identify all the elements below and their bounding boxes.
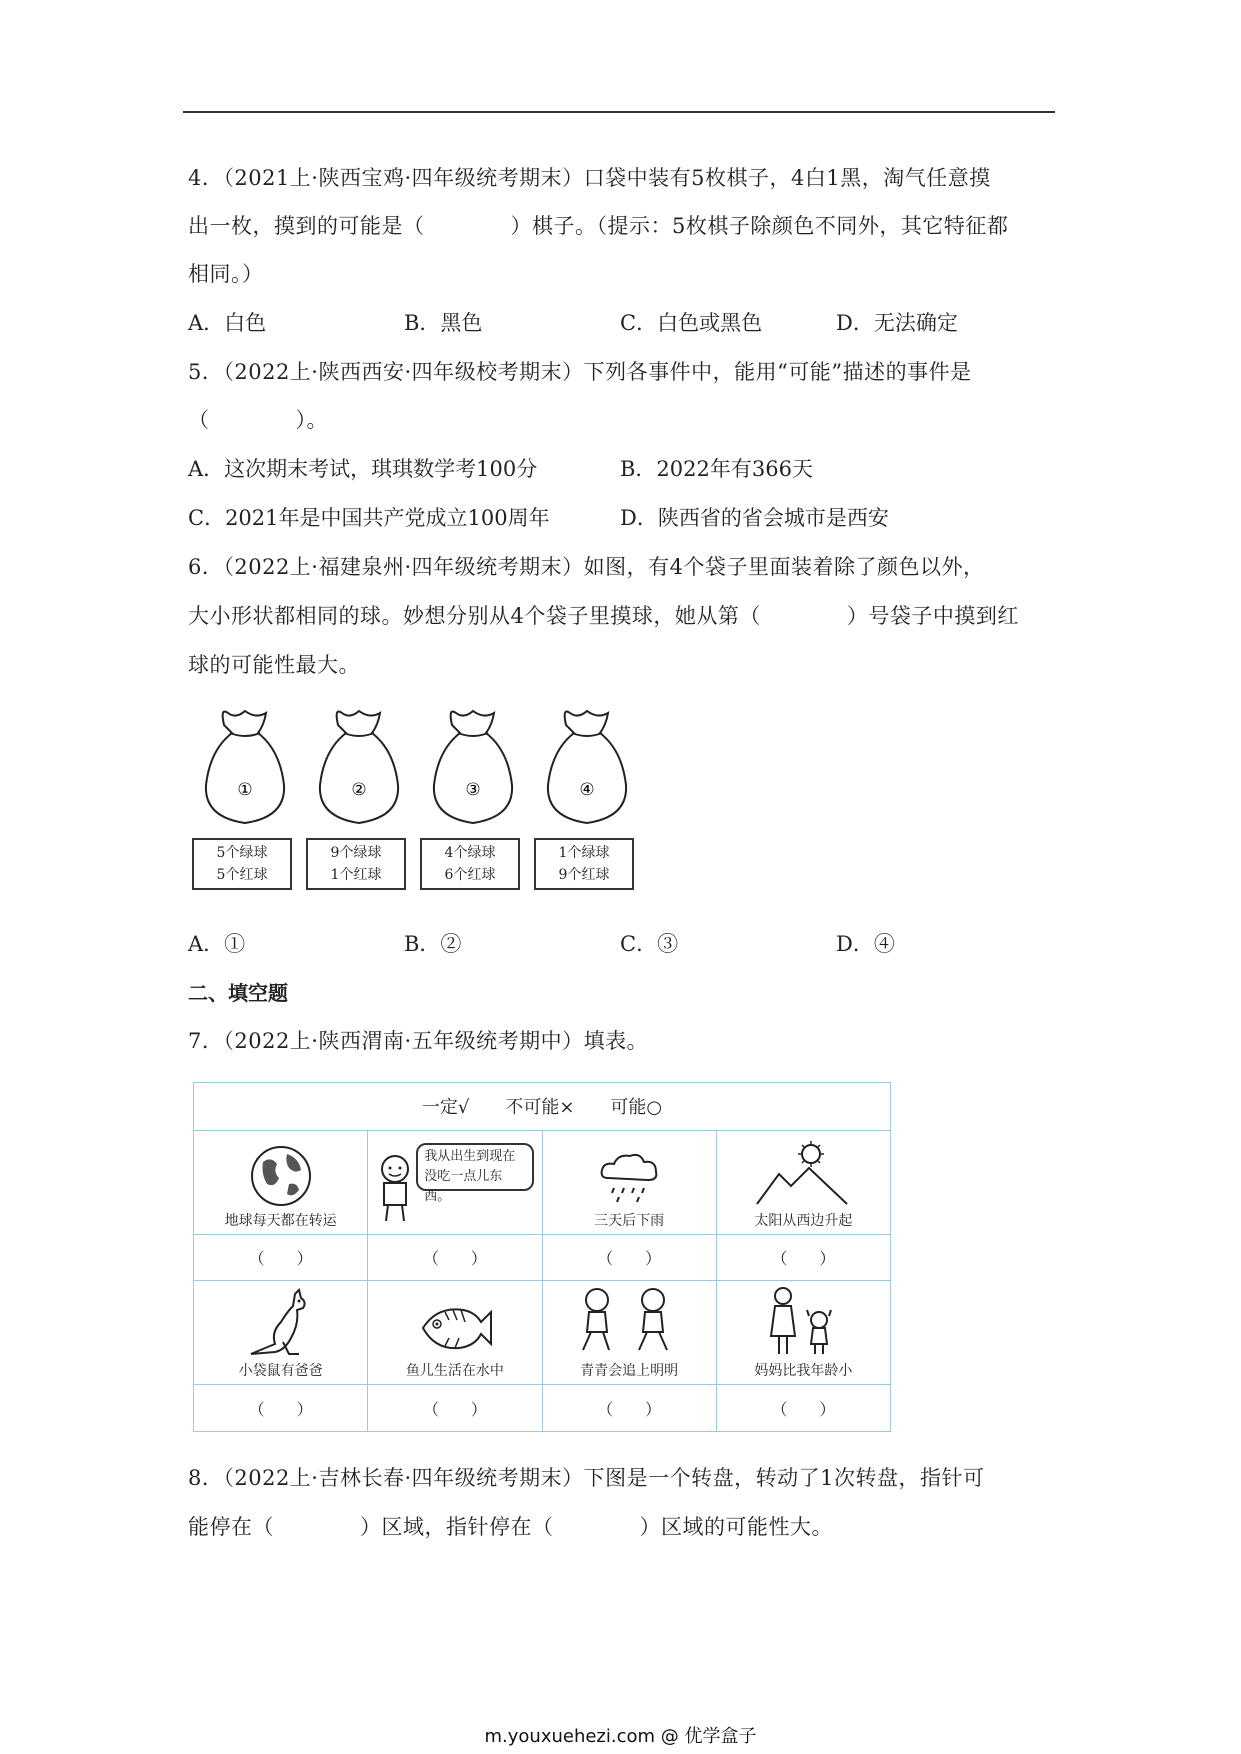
bag-4-green: 1个绿球 bbox=[558, 845, 610, 861]
q7-answer-6[interactable]: （ ） bbox=[368, 1385, 542, 1432]
bag-2-green: 9个绿球 bbox=[330, 845, 382, 861]
q7-cell-boy-speech bbox=[368, 1130, 542, 1234]
bag-4-icon bbox=[542, 705, 632, 830]
q4-line3: 相同。） bbox=[188, 262, 264, 286]
bag-3-green: 4个绿球 bbox=[444, 845, 496, 861]
speech-bubble: 我从出生到现在没吃一点儿东西。 bbox=[416, 1143, 534, 1191]
q7-cell-mother bbox=[716, 1281, 890, 1385]
bags-figure bbox=[190, 705, 650, 895]
q7-line1: 7．（2022上·陕西渭南·五年级统考期中）填表。 bbox=[188, 1029, 649, 1053]
bag-2-red: 1个红球 bbox=[330, 867, 382, 883]
q7-caption-2 bbox=[368, 1230, 541, 1234]
q7-answer-8[interactable]: （ ） bbox=[716, 1385, 890, 1432]
kangaroo-icon bbox=[241, 1288, 321, 1358]
q8-line1: 8．（2022上·吉林长春·四年级统考期末）下图是一个转盘，转动了1次转盘，指针可 bbox=[188, 1466, 985, 1490]
q7-caption-8: 妈妈比我年龄小 bbox=[754, 1363, 853, 1380]
header-rule bbox=[183, 111, 1055, 113]
q6-option-c: C．③ bbox=[620, 932, 679, 956]
q5-option-b: B．2022年有366天 bbox=[620, 457, 813, 481]
bag-3-box bbox=[420, 838, 520, 890]
q7-caption-7: 青青会追上明明 bbox=[580, 1363, 679, 1380]
boy-icon bbox=[374, 1153, 416, 1225]
q7-cell-rain bbox=[542, 1130, 716, 1234]
q5-option-c: C．2021年是中国共产党成立100周年 bbox=[188, 506, 550, 530]
bag-1-label: ① bbox=[237, 780, 253, 800]
q7-answer-7[interactable]: （ ） bbox=[542, 1385, 716, 1432]
sun-mountain-icon bbox=[753, 1140, 853, 1208]
q7-caption-1: 地球每天都在转运 bbox=[224, 1212, 337, 1229]
bag-3-icon bbox=[428, 705, 518, 830]
fish-icon bbox=[415, 1298, 495, 1358]
q7-cell-children bbox=[542, 1281, 716, 1385]
q7-cell-fish bbox=[368, 1281, 542, 1385]
bag-1-green: 5个绿球 bbox=[216, 845, 268, 861]
q4-option-c: C．白色或黑色 bbox=[620, 311, 763, 335]
bag-3-red: 6个红球 bbox=[444, 867, 496, 883]
q4-option-b: B．黑色 bbox=[404, 311, 483, 335]
q4-line2: 出一枚，摸到的可能是（ ）棋子。（提示：5枚棋子除颜色不同外，其它特征都 bbox=[188, 214, 1009, 238]
q7-cell-earth bbox=[194, 1130, 368, 1234]
earth-icon bbox=[249, 1144, 313, 1208]
q4-option-a: A．白色 bbox=[188, 311, 267, 335]
q7-cell-sun bbox=[716, 1130, 890, 1234]
q7-caption-4: 太阳从西边升起 bbox=[754, 1212, 853, 1229]
q7-table-header: 一定√ 不可能× 可能○ bbox=[194, 1083, 891, 1131]
q7-answer-5[interactable]: （ ） bbox=[194, 1385, 368, 1432]
q7-cell-kangaroo bbox=[194, 1281, 368, 1385]
q7-caption-3: 三天后下雨 bbox=[594, 1212, 665, 1229]
bag-3-label: ③ bbox=[465, 780, 481, 800]
q5-line1: 5．（2022上·陕西西安·四年级校考期末）下列各事件中，能用“可能”描述的事件是 bbox=[188, 360, 972, 384]
q6-option-d: D．④ bbox=[836, 932, 895, 956]
bag-4-label: ④ bbox=[579, 780, 595, 800]
q7-answer-1[interactable]: （ ） bbox=[194, 1234, 368, 1281]
q7-table bbox=[193, 1082, 891, 1432]
q7-answer-2[interactable]: （ ） bbox=[368, 1234, 542, 1281]
q6-option-b: B．② bbox=[404, 932, 462, 956]
q6-line3: 球的可能性最大。 bbox=[188, 653, 360, 677]
q7-caption-6: 鱼儿生活在水中 bbox=[405, 1363, 504, 1380]
bag-2-icon bbox=[314, 705, 404, 830]
q4-option-d: D．无法确定 bbox=[836, 311, 958, 335]
q8-line2: 能停在（ ）区域，指针停在（ ）区域的可能性大。 bbox=[188, 1515, 833, 1539]
bag-1-red: 5个红球 bbox=[216, 867, 268, 883]
q5-line2: （ ）。 bbox=[188, 408, 328, 432]
mother-daughter-icon bbox=[763, 1286, 843, 1358]
q6-line2: 大小形状都相同的球。妙想分别从4个袋子里摸球，她从第（ ）号袋子中摸到红 bbox=[188, 604, 1019, 628]
q5-option-d: D．陕西省的省会城市是西安 bbox=[620, 506, 889, 530]
rain-cloud-icon bbox=[594, 1148, 664, 1208]
bag-1-box bbox=[192, 838, 292, 890]
bag-4-box bbox=[534, 838, 634, 890]
q7-caption-5: 小袋鼠有爸爸 bbox=[238, 1363, 323, 1380]
section-heading: 二、填空题 bbox=[188, 981, 288, 1005]
q6-option-a: A．① bbox=[188, 932, 246, 956]
bag-1-icon bbox=[200, 705, 290, 830]
q7-answer-3[interactable]: （ ） bbox=[542, 1234, 716, 1281]
bag-4-red: 9个红球 bbox=[558, 867, 610, 883]
q6-line1: 6．（2022上·福建泉州·四年级统考期末）如图，有4个袋子里面装着除了颜色以外， bbox=[188, 555, 985, 579]
q4-line1: 4．（2021上·陕西宝鸡·四年级统考期末）口袋中装有5枚棋子，4白1黑，淘气任意摸 bbox=[188, 166, 991, 190]
q7-answer-4[interactable]: （ ） bbox=[716, 1234, 890, 1281]
bag-2-box bbox=[306, 838, 406, 890]
q5-option-a: A．这次期末考试，琪琪数学考100分 bbox=[188, 457, 538, 481]
bag-2-label: ② bbox=[351, 780, 367, 800]
footer-watermark: m.youxuehezi.com @ 优学盒子 bbox=[484, 1726, 757, 1747]
running-children-icon bbox=[569, 1286, 689, 1358]
